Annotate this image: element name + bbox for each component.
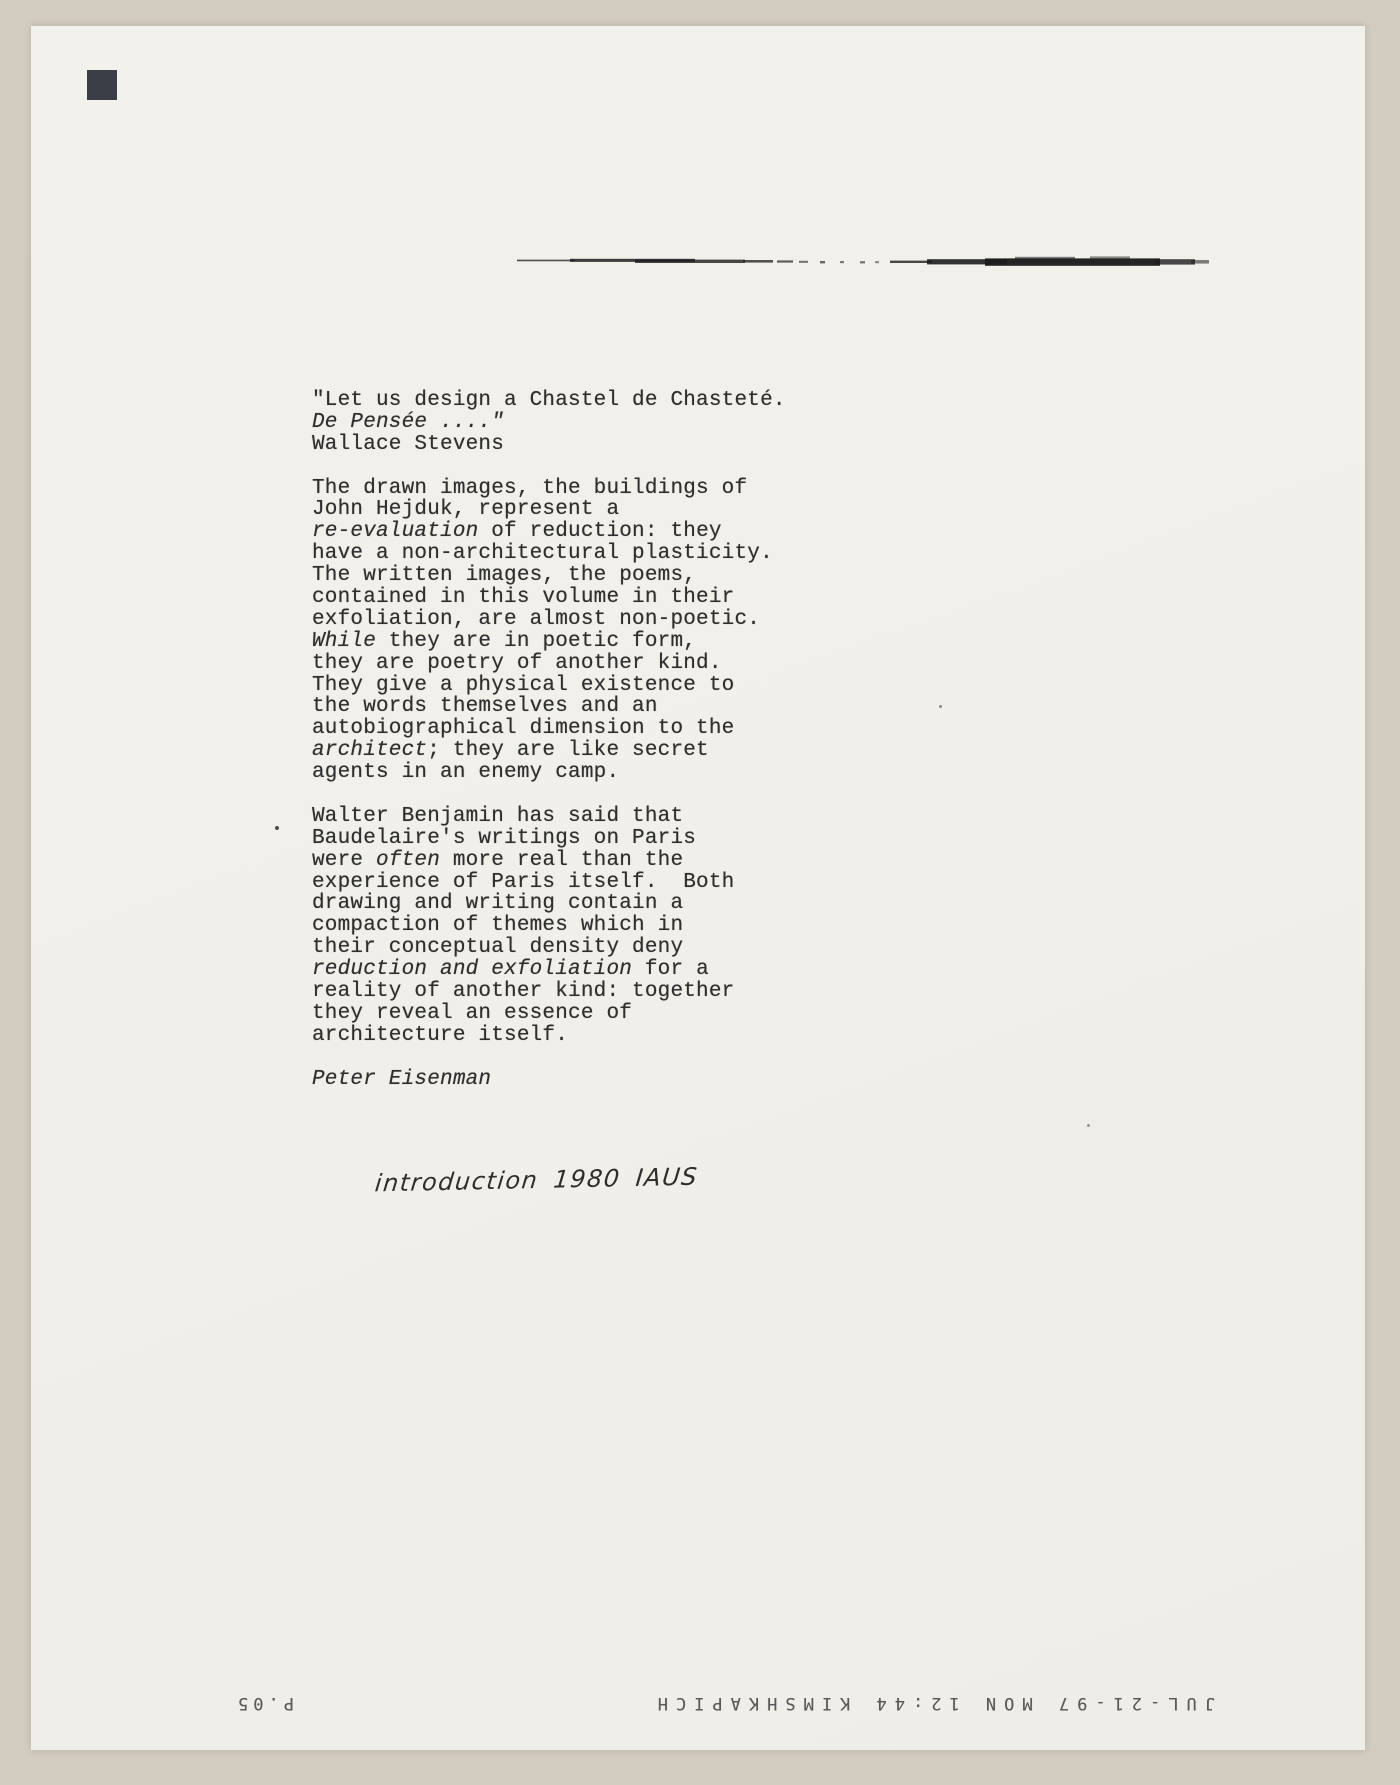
document-page — [31, 26, 1365, 1750]
typewritten-line: reduction and exfoliation for a — [312, 958, 709, 982]
typewritten-line: Peter Eisenman — [312, 1067, 492, 1091]
typewritten-line: were often more real than the — [312, 848, 684, 872]
fax-footer-page-number: P.05 — [233, 1693, 294, 1713]
typewritten-line: architect; they are like secret — [312, 739, 709, 763]
typewritten-line: Baudelaire's writings on Paris — [312, 826, 697, 850]
typewritten-line: "Let us design a Chastel de Chasteté. — [312, 389, 786, 412]
handwritten-note: introduction 1980 IAUS — [373, 1162, 700, 1198]
typewritten-line: re-evaluation of reduction: they — [312, 520, 722, 544]
typewritten-line: architecture itself. — [312, 1023, 569, 1047]
stray-mark — [1087, 1124, 1090, 1127]
typewritten-line: The drawn images, the buildings of — [312, 476, 748, 500]
stray-mark — [275, 826, 279, 830]
paragraph — [312, 390, 786, 456]
typewritten-line: John Hejduk, represent a — [312, 498, 620, 522]
typewritten-line: autobiographical dimension to the — [312, 717, 735, 741]
typewritten-line: they are poetry of another kind. — [312, 651, 722, 675]
typewritten-line: De Pensée ...." — [312, 410, 505, 434]
typewritten-line: compaction of themes which in — [312, 914, 684, 938]
typewritten-line: They give a physical existence to — [312, 673, 735, 697]
typewritten-line: contained in this volume in their — [312, 586, 735, 610]
typewritten-line: exfoliation, are almost non-poetic. — [312, 607, 761, 631]
typewritten-line: Wallace Stevens — [312, 432, 505, 456]
typewritten-line: experience of Paris itself. Both — [312, 870, 735, 894]
paragraph — [312, 806, 786, 1047]
scan-smudge-line — [515, 250, 1215, 272]
typewritten-line: have a non-architectural plasticity. — [312, 542, 773, 566]
stray-mark — [939, 705, 942, 708]
typewritten-line: Walter Benjamin has said that — [312, 804, 684, 828]
paragraph — [312, 1069, 786, 1091]
fax-footer-header: JUL-21-97 MON 12:44 KIMSHKAPICH — [649, 1693, 1215, 1713]
typewritten-line: The written images, the poems, — [312, 564, 697, 588]
typewritten-line: reality of another kind: together — [312, 980, 735, 1004]
typewritten-line: agents in an enemy camp. — [312, 761, 620, 785]
typewritten-line: their conceptual density deny — [312, 936, 684, 960]
typewritten-text — [312, 390, 786, 1112]
typewritten-line: While they are in poetic form, — [312, 629, 697, 653]
paragraph — [312, 478, 786, 784]
typewritten-line: the words themselves and an — [312, 695, 658, 719]
registration-square — [87, 70, 117, 100]
typewritten-line: they reveal an essence of — [312, 1001, 633, 1025]
typewritten-line: drawing and writing contain a — [312, 892, 684, 916]
